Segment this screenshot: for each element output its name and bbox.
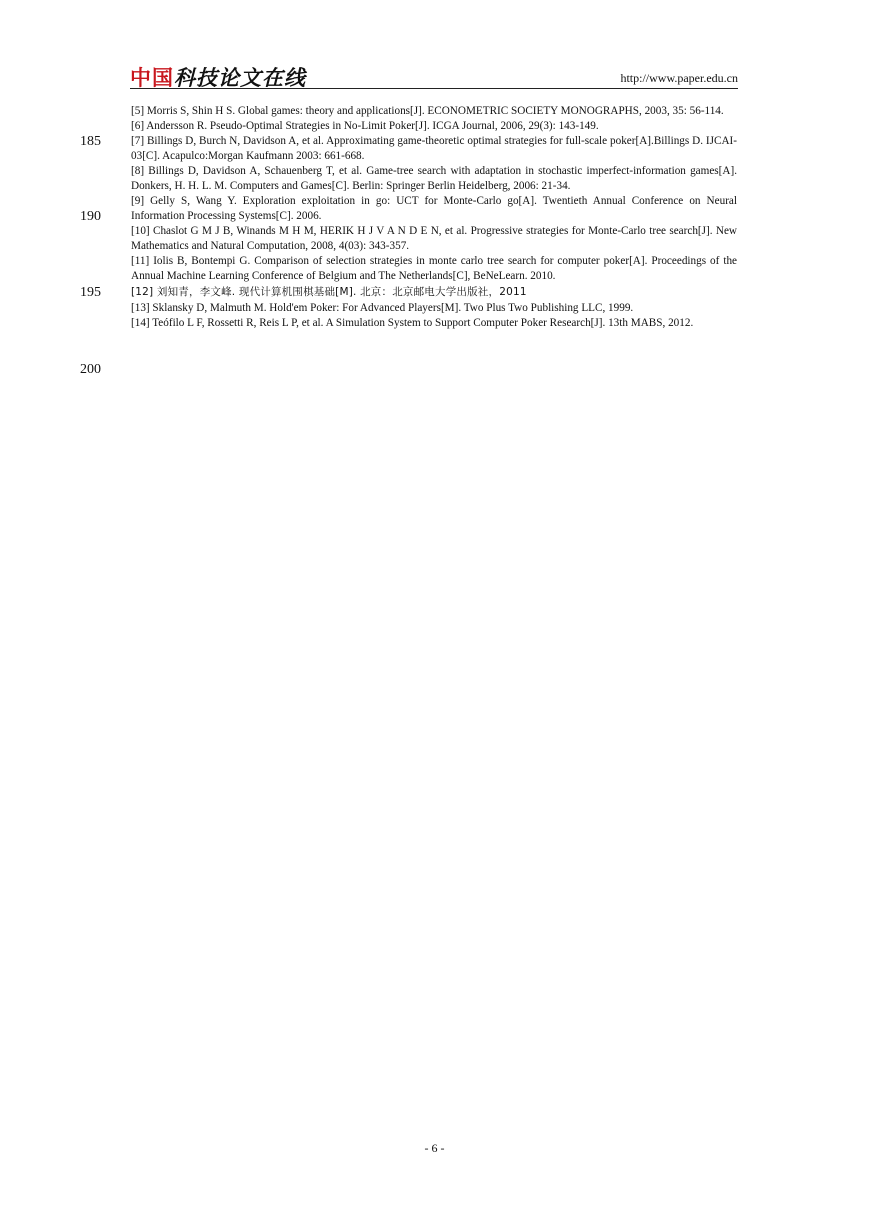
reference-item: [8] Billings D, Davidson A, Schauenberg T, et al. Game-tree search with adaptation in stochastic imperfect-information games[A]. Donkers, H. H. L. M. Computers and Games[C]. Berlin: Springer Berlin Heidelberg, 2006: 21-34. bbox=[131, 165, 737, 192]
reference-item: [7] Billings D, Burch N, Davidson A, et al. Approximating game-theoretic optimal strategies for full-scale poker[A].Billings D. IJCAI-03[C]. Acapulco:Morgan Kaufmann 2003: 661-668. bbox=[131, 135, 737, 162]
line-number: 190 bbox=[80, 209, 101, 224]
journal-logo bbox=[130, 62, 306, 92]
reference-list bbox=[131, 104, 737, 331]
reference-item: [11] Iolis B, Bontempi G. Comparison of selection strategies in monte carlo tree search for computer poker[A]. Proceedings of the Annual Machine Learning Conference of Belgium and The Netherlands[C], BeNeLearn. 2010. bbox=[131, 255, 737, 282]
reference-item: [14] Teófilo L F, Rossetti R, Reis L P, et al. A Simulation System to Support Computer Poker Research[J]. 13th MABS, 2012. bbox=[131, 317, 694, 329]
line-number: 185 bbox=[80, 134, 101, 149]
reference-item: [12] 刘知青，李文峰. 现代计算机围棋基础[M]. 北京：北京邮电大学出版社，2011 bbox=[131, 286, 527, 298]
header-url: http://www.paper.edu.cn bbox=[620, 71, 738, 85]
reference-item: [10] Chaslot G M J B, Winands M H M, HERIK H J V A N D E N, et al. Progressive strategies for Monte-Carlo tree search[J]. New Mathematics and Natural Computation, 2008, 4(03): 343-357. bbox=[131, 225, 737, 252]
page-header bbox=[130, 60, 738, 89]
reference-item: [5] Morris S, Shin H S. Global games: theory and applications[J]. ECONOMETRIC SOCIETY MONOGRAPHS, 2003, 35: 56-114. bbox=[131, 105, 724, 117]
line-number: 195 bbox=[80, 285, 101, 300]
logo-red-text: 中国 bbox=[130, 66, 174, 90]
reference-item: [6] Andersson R. Pseudo-Optimal Strategies in No-Limit Poker[J]. ICGA Journal, 2006, 29(3): 143-149. bbox=[131, 120, 599, 132]
logo-black-text: 科技论文在线 bbox=[174, 66, 306, 90]
line-number: 200 bbox=[80, 362, 101, 377]
page-number: - 6 - bbox=[424, 1141, 445, 1155]
reference-item: [9] Gelly S, Wang Y. Exploration exploitation in go: UCT for Monte-Carlo go[A]. Twentieth Annual Conference on Neural Information Processing Systems[C]. 2006. bbox=[131, 195, 737, 222]
reference-item: [13] Sklansky D, Malmuth M. Hold'em Poker: For Advanced Players[M]. Two Plus Two Publishing LLC, 1999. bbox=[131, 302, 634, 314]
